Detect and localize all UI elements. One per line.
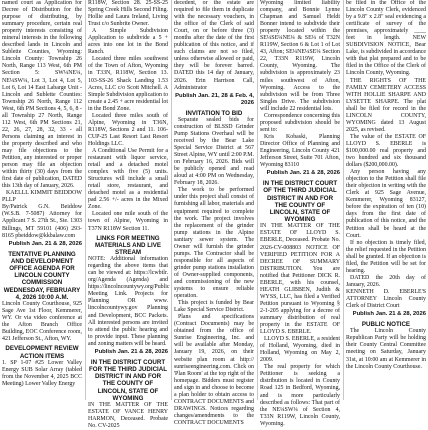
subdivision-notice-text: Correspondence concerning this proposed subdivision should be sent to: <box>260 112 340 133</box>
notice-heading: INVITATION TO BID <box>185 109 243 117</box>
notice-column-2 <box>88 0 168 430</box>
estate-notice-text: be filed in the Office of the Lincoln County Clerk, evidenced by a 9.8" x 2.8" seal evidencing a certificate of survey of the premises, approximately ____ feet in length. NEW SUBDIVISION NOTICE, Bear Lake, is subdivided in accordance with that plat prepared and to be filed in the Office of the Clerk of Lincoln County, Wyoming. <box>346 0 426 77</box>
estate-notice-text: THE RIGHTS OF THE FAMILY CEMETERY ACCESS WITH HOLLIE SHARPE AND LYSETTE SHARPE. The plat shall be filed for record in the LINCOLN COUNTY, WYOMING dated 13 August 2025, as revised. <box>346 77 426 133</box>
notice-column-3 <box>174 0 254 427</box>
meeting-links-text: NOTE: Additional information regarding the above items that can be viewed at: https://lcwbtlr. org/Agenda (Agenda) and https://lincolncountywy.org/Public Meeting Link. Projects for Planning OR www. lincolncountywy.gov Planning and Development, BCC Packets. All interested persons are invited to attend the public hearing and to provide input. These planning and zoning matters will be heard. <box>88 256 170 347</box>
notice-heading: IN THE DISTRICT COURT OF THE THIRD JUDICIAL DISTRICT IN AND FOR THE COUNTY OF LINCOLN, STATE OF WYOMING <box>262 180 338 224</box>
column-divider <box>257 0 258 400</box>
bid-notice-text: Plans and specifications (Contract Documents) may be obtained from the office of Sunrise Engineering, Inc. and will be available after Monday, January 19, 2026, on their website plan room at http:// sunriseengineering.com. Click on 'Plan Room' at the top right of the homepage. Bidders must register and sign in and choose to become a plan holder to obtain access to CONTRACT DOCUMENTS and DRAWINGS. Notices regarding changes/amendments to the CONTRACT DOCUMENTS <box>174 314 254 426</box>
estate-notice-text: If no objection is timely filed, the relief requested in the Petition shall be granted. If an objection is filed, the Petition will be set for hearing. <box>346 239 426 274</box>
subdivision-notice-text: Wyoming limited liability company, and Bonnie Lynne Chapman and Samuel Heldt Bonner intend to subdivide their property located within the SE¼SE¼NE¼ & SE¼ of T32N R119W, Section 6 & Lot 1 of Lot 43, Afton; SE¼NE¼SE¼ Section 22, T33N R119W, Lincoln County, Wyoming. The subdivision is approximately 23 miles southwest of Afton, Wyoming. Access to the subdivision will be from Three Singles Drive. The subdivision will include 22 residential lots. <box>260 0 340 112</box>
estate-notice-text: The real property for which Petitioner is seeking a distribution is located in County Road 125 in Bedford, Wyoming, and is more particularly described as follows: That part of the NE¼SW¼ of Section 4, T33N R119W, Lincoln County, Wyoming. <box>260 364 340 427</box>
bid-notice-text: The work to be performed under this project shall consist of furnishing all labor, materials and equipment required to complete the work. The project involves the replacement of the grinder pump stations in the Alpine sanitary sewer system. The Owner will furnish the grinder pumps. The Contractor shall be responsible for all aspects of grinder pump stations installation of Owner-supplied components, and commissioning of the new systems to ensure reliable operation. <box>174 187 254 300</box>
column-divider <box>171 0 172 400</box>
agenda-item-text: Located three miles south of Alpine, Wyoming in T36N, R118W, Sections 2 and 11. 106-CUP-25 Last Resort Last Resort Holdings LLC. <box>88 112 168 147</box>
notice-heading: TENTATIVE PLANNING AND DEVELOPMENT OFFICE AGENDA FOR LINCOLN COUNTY COMMISSION WEDNESDAY, FEBRUARY 4, 2026 10:00 A.M. <box>3 250 81 301</box>
section-heading: LINKS FOR MEETING MATERIALS AND LIVE STREAM <box>95 234 161 256</box>
column-divider <box>85 0 86 400</box>
creditor-notice-text: decedent, or the estate are required to file them in duplicate with the necessary vouchers, in the office of the Clerk of said Court, on or before three (3) months after the date of the first publication of this notice, and if such claims are not so filed, unless otherwise allowed or paid, they will be forever barred. DATED this 14 day of January, 2026. Erin Harrison Call, Administrator <box>174 0 254 91</box>
publish-dates: Publish Jan. 21 & 28, 2026 <box>8 240 82 247</box>
agenda-item-text: R118W, Section 28. 25-SS-25 Spring Creek Hills Second Filing. Hollie and Laura Ireland, Living Trust c/o Sunbrite Owner. <box>88 0 169 28</box>
agenda-item-text: A Simple Subdivision Application to subdivide a 5 + acres into one lot in the Bond Ranch. <box>88 28 168 56</box>
public-notice-text: The Lincoln County Republican Party will be holding their County Central Committee meeting on Saturday, January 31st, at 10:00 am at Kemmerer in the Lincoln County Courthouse. <box>346 328 426 370</box>
estate-notice-text: Any person having any objection to the Petition shall file their objection in writing with the Clerk at 925 Sage Avenue, Kemmerer, Wyoming 83127, before the expiration of ten (10) days from the first date of publication of this notice, and the Petition shall be heard at the Court. <box>346 169 426 239</box>
column-divider <box>343 0 344 400</box>
notice-heading: PUBLIC NOTICE <box>361 321 411 329</box>
notice-column-1 <box>2 0 82 388</box>
estate-notice-text: IN THE MATTER OF THE ESTATE OF VANCE HENRY HARMON, Deceased. Probate No. CV-2025 <box>88 402 168 430</box>
notice-column-4 <box>260 0 340 428</box>
estate-distribution-notice-text: named court as Application for Decree of Distribution for the purpose of distributing, by summary procedure, certain real property interests consisting of mineral interests in the following described lands in Lincoln and Sublette Counties, Wyoming: Lincoln County: Township 26 North, Range 113 West, 6th PM Section 5: SW¼NE¼, NE¼SW¼, Lot 3, Lot 4, Lot 5, Lot 6, Lot 14 East Labarge Unit - Lincoln and Sublette Counties: Township 26 North, Range 112 West, 6th PM Sections 4, 5, 6, 8 - all Township 27 North, Range 112 West, 6th PM Sections 21, 22, 26, 27, 28, 32, 33 - all Persons claiming an interest in the property described and who may file objections to the Petition, any interested or proper person may file an objection within thirty (30) days from the first date of publication, DATED this 13th day of January, 2026. <box>2 0 82 190</box>
estate-notice-text: LLOYD S. EBERLE, a resident of Holland, Wyoming, died in Holland, Wyoming on May 2, 2009. <box>260 336 340 364</box>
bid-notice-text: This project is funded by Bear Lake Special Service District. <box>174 300 254 314</box>
estate-notice-text: IN THE MATTER OF THE ESTATE OF LLOYD S. EBERLE, Deceased. Probate No. 2026-CV-008803 NOTICE OF VERIFIED PETITION FOR A DECREE OF SUMMARY DISTRIBUTION. You are notified that Petitioner DICK R. EBERLE, with his counsel, HEATH GLIBBEN, Judith & WYSS, LLC, has filed a Verified Petition pursuant to Wyoming § 2-1-205 applying for a decree of summary distribution of real property in the ESTATE OF LLOYD S. EBERLE. <box>260 223 340 336</box>
agenda-item-text: 1. SP 1-07 #25 Lower Valley Energy SUB Solar Array (tabled from the November 4, 2025 BCC Meeting) Lower Valley Energy <box>2 359 82 387</box>
publish-dates: Publish Jan. 21 & 28, 2026 <box>266 170 340 177</box>
notice-heading: IN THE DISTRICT COURT FOR THE THIRD JUDICIAL DISTRICT IN AND FOR THE COUNTY OF LINCOLN, STATE OF WYOMING <box>88 358 168 402</box>
notice-column-5 <box>346 0 426 371</box>
dated-line: DATED the 20th day of January, 2026. <box>346 274 426 288</box>
estate-notice-text: The value of the ESTATE OF LLOYD S. EBERLE is $100,000.00 real property and two hundred and six thousand dollars ($200,000.00). <box>346 133 426 169</box>
planning-contact: Kris Kobaski, Planning Director Office of Planning and Engineering, Lincoln County 421 Jefferson Street, Suite 701 Afton, Wyoming 83110 <box>260 133 340 169</box>
attorney-contact: By/Patrick G.N. Beiddow (W.S.B. 7-5087) Attorney for Applicant 7 S. 27th St., Ste. 1303 Billings, MT 59101 (406) 293-8165 pbeiddow@kkbalaw.com <box>2 204 82 239</box>
agenda-item-text: A Conditional Use Permit for a restaurant with liquor service, retail and a detached motel complex with five (5) units. Structures will include a small retail store, restaurant, and detached motel as a residential pad 2.56 +/- acres in the Mixed Zone. <box>88 147 168 211</box>
publish-dates: Publish Jan. 21, 28 & Feb. 4, 2026 <box>175 92 254 106</box>
publish-dates: Publish Jan. 21 & 28, 2026 <box>94 348 168 355</box>
meeting-location-text: Lincoln County Courthouse, 925 Sage Ave 1st Floor, Kemmerer, WY. Or via video conference at the Afton Branch Office Building, EOC Conference room, 421 Jefferson St., Afton, WY. <box>2 301 82 343</box>
agenda-item-text: Located three miles southwest of the Town of Afton, Wyoming in T33N, R118W, Section 13. 103-SS-26 Shack Landing 1.53 Acres, LLC c/o Scott Mitchell. A Simple Subdivision application to create a 2.45 + acre residential lot in the Bond Zone. <box>88 56 169 112</box>
clerk-signature: KENNETH D. EBERLE'S ATTORNEY Lincoln County Clerk of District Court <box>346 288 426 310</box>
section-heading: DEVELOPMENT REVIEW ACTION ITEMS <box>5 345 79 360</box>
publish-dates: Publish Jan. 21 & 28, 2026 <box>352 311 426 318</box>
agenda-item-text: Located one mile south of the town of Alpine, Wyoming in T37N R118W Section 11. <box>88 211 168 232</box>
bid-notice-text: Separate sealed bids for construction of BLSSD Grinder Pump Stations Overhaul will be received by the Bear Lake Special Service District at 567 Street Alpine, WY until 2:00 P.M. on February 16, 2026. Bids will be publicly opened and read aloud at 4:00 PM on Wednesday, February 18, 2026. <box>174 116 254 187</box>
law-firm-signature: KAELLL KIMMIT BEIDDOW PLLP <box>2 190 82 204</box>
